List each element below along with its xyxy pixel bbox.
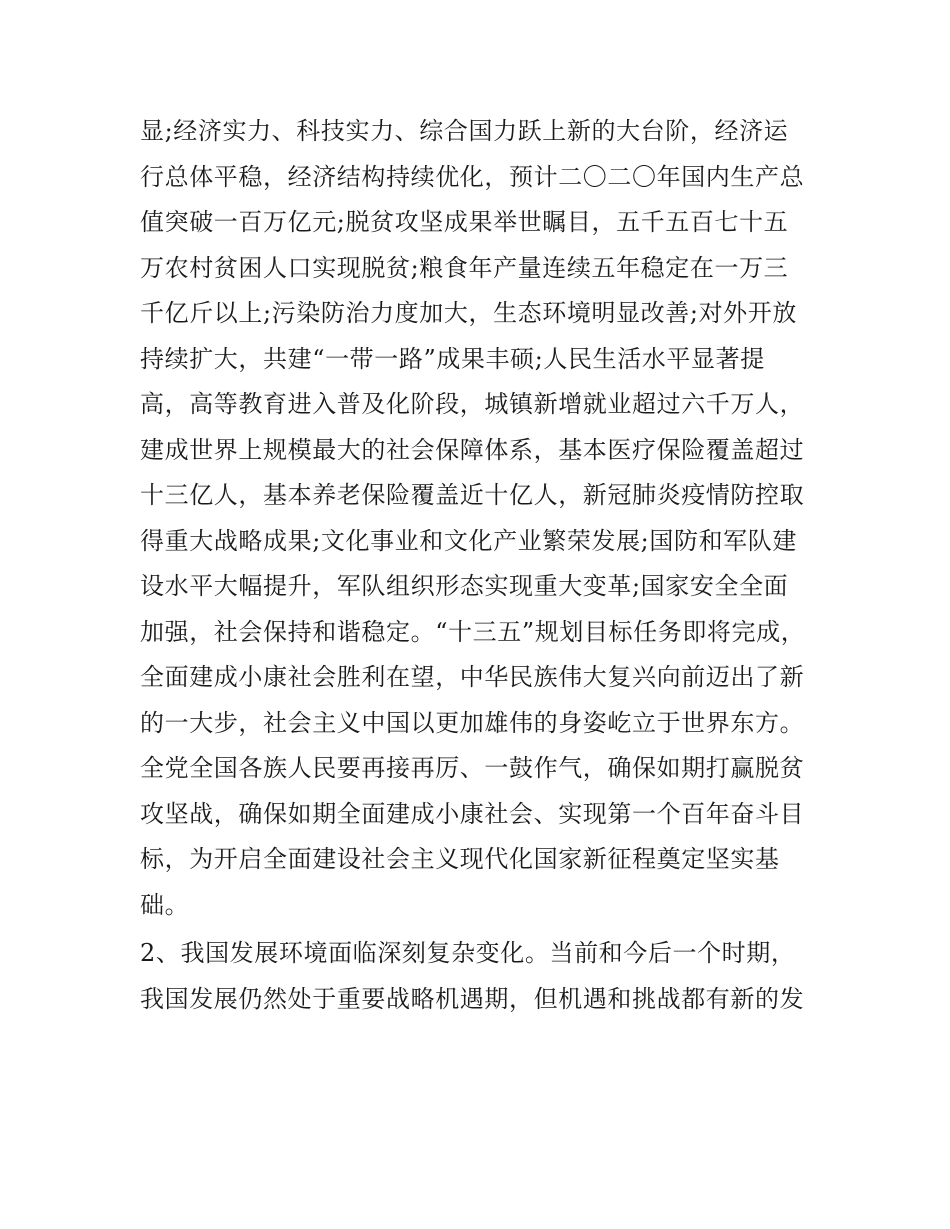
text-line: 建成世界上规模最大的社会保障体系，基本医疗保险覆盖超过	[140, 435, 805, 464]
text-line: 千亿斤以上;污染防治力度加大，生态环境明显改善;对外开放	[140, 299, 797, 327]
text-line: 2、我国发展环境面临深刻复杂变化。当前和今后一个时期，	[140, 939, 796, 967]
document-body	[140, 109, 830, 1022]
paragraph-2	[140, 931, 830, 1022]
text-line: 设水平大幅提升，军队组织形态实现重大变革;国家安全全面	[140, 572, 789, 600]
text-line: 行总体平稳，经济结构持续优化，预计二〇二〇年国内生产总	[140, 162, 805, 191]
text-line: 显;经济实力、科技实力、综合国力跃上新的大台阶，经济运	[140, 117, 789, 145]
text-line: 全面建成小康社会胜利在望，中华民族伟大复兴向前迈出了新	[140, 663, 805, 691]
text-line: 得重大战略成果;文化事业和文化产业繁荣发展;国防和军队建	[140, 526, 797, 555]
paragraph-1	[140, 109, 830, 928]
text-line: 万农村贫困人口实现脱贫;粮食年产量连续五年稳定在一万三	[140, 253, 789, 282]
text-line: 加强，社会保持和谐稳定。“十三五”规划目标任务即将完成，	[140, 617, 806, 646]
text-line: 的一大步，社会主义中国以更加雄伟的身姿屹立于世界东方。	[140, 708, 805, 737]
text-line: 攻坚战，确保如期全面建成小康社会、实现第一个百年奋斗目	[140, 799, 805, 828]
text-line: 十三亿人，基本养老保险覆盖近十亿人，新冠肺炎疫情防控取	[140, 481, 805, 509]
text-line: 持续扩大，共建“一带一路”成果丰硕;人民生活水平显著提	[140, 344, 765, 373]
text-line: 值突破一百万亿元;脱贫攻坚成果举世瞩目，五千五百七十五	[140, 208, 789, 236]
text-line: 全党全国各族人民要再接再厉、一鼓作气，确保如期打赢脱贫	[140, 754, 805, 782]
text-line: 标，为开启全面建设社会主义现代化国家新征程奠定坚实基	[140, 845, 780, 873]
text-line: 础。	[140, 890, 190, 919]
text-line: 高，高等教育进入普及化阶段，城镇新增就业超过六千万人，	[140, 390, 805, 418]
text-line: 我国发展仍然处于重要战略机遇期，但机遇和挑战都有新的发	[140, 984, 805, 1013]
